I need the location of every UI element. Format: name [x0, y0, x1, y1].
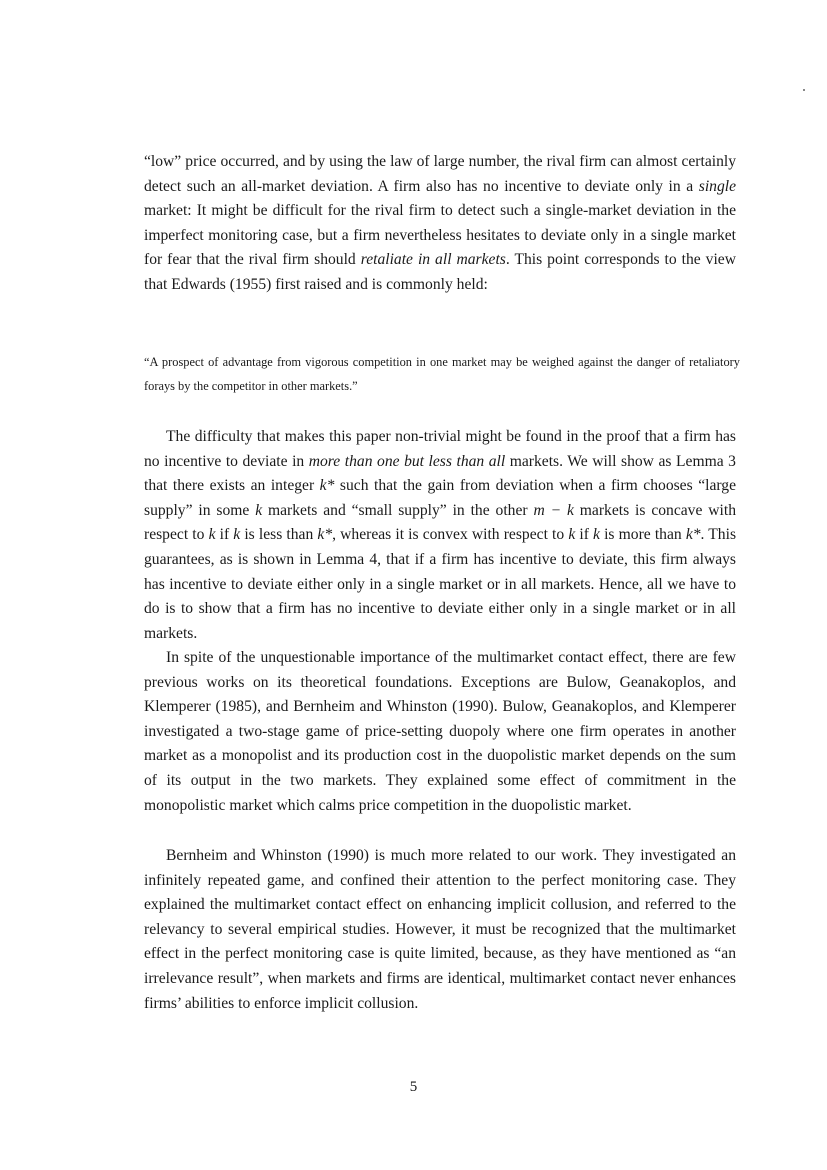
math-k: k: [208, 526, 216, 544]
math-k: k: [233, 526, 241, 544]
math-k: k: [255, 501, 263, 519]
emphasis-single: single: [698, 177, 736, 195]
math-k: k: [568, 526, 576, 544]
paragraph-2: The difficulty that makes this paper non-trivial might be found in the proof that a firm has no incentive to deviate in more than one but less than all markets. We will show as Lemma 3 that there exists an integer k* such that the gain from deviation when a firm chooses “large supply” in some k markets and “small supply” in the other m − k markets is concave with respect to k if k is less than k*, whereas it is convex with respect to k if k is more than k*. This guarantees, as is shown in Lemma 4, that if a firm has incentive to deviate, this firm always has incentive to deviate either only in a single market or in all markets. Hence, all we have to do is to show that a firm has no incentive to deviate either only in a single market or in all markets.: [144, 428, 737, 642]
scan-speck: [803, 89, 805, 91]
page-number: 5: [409, 1079, 418, 1095]
math-k-star: k*: [317, 526, 333, 544]
block-quote: “A prospect of advantage from vigorous competition in one market may be weighed against the danger of retaliatory forays by the competitor in other markets.”: [144, 355, 740, 394]
emphasis-retaliate: retaliate in all markets: [360, 251, 506, 269]
math-k-star: k*: [685, 526, 701, 544]
paragraph-4: Bernheim and Whinston (1990) is much more related to our work. They investigated an infinitely repeated game, and confined their attention to the perfect monitoring case. They explained the multimarket contact effect on enhancing implicit collusion, and referred to the relevancy to several empirical studies. However, it must be recognized that the multimarket effect in the perfect monitoring case is quite limited, because, as they have mentioned as “an irrelevance result”, when markets and firms are identical, multimarket contact never enhances firms’ abilities to enforce implicit collusion.: [144, 847, 736, 1012]
paragraph-3: In spite of the unquestionable importance of the multimarket contact effect, there are few previous works on its theoretical foundations. Exceptions are Bulow, Geanakoplos, and Klemperer (1985), and Bernheim and Whinston (1990). Bulow, Geanakoplos, and Klemperer investigated a two-stage game of price-setting duopoly where one firm operates in another market as a monopolist and its production cost in the duopolistic market depends on the sum of its output in the two markets. They explained some effect of commitment in the monopolistic market which calms price competition in the duopolistic market.: [144, 649, 736, 814]
paragraph-1: “low” price occurred, and by using the law of large number, the rival firm can almost certainly detect such an all-market deviation. A firm also has no incentive to deviate only in a single market: It might be difficult for the rival firm to detect such a single-market deviation in the imperfect monitoring case, but a firm nevertheless hesitates to deviate only in a single market for fear that the rival firm should retaliate in all markets. This point corresponds to the view that Edwards (1955) first raised and is commonly held:: [144, 153, 736, 293]
math-m-minus-k: m − k: [533, 501, 574, 519]
math-k-star: k*: [319, 477, 335, 495]
math-k: k: [593, 526, 600, 544]
emphasis-more-than-one: more than one but less than all: [308, 452, 506, 470]
